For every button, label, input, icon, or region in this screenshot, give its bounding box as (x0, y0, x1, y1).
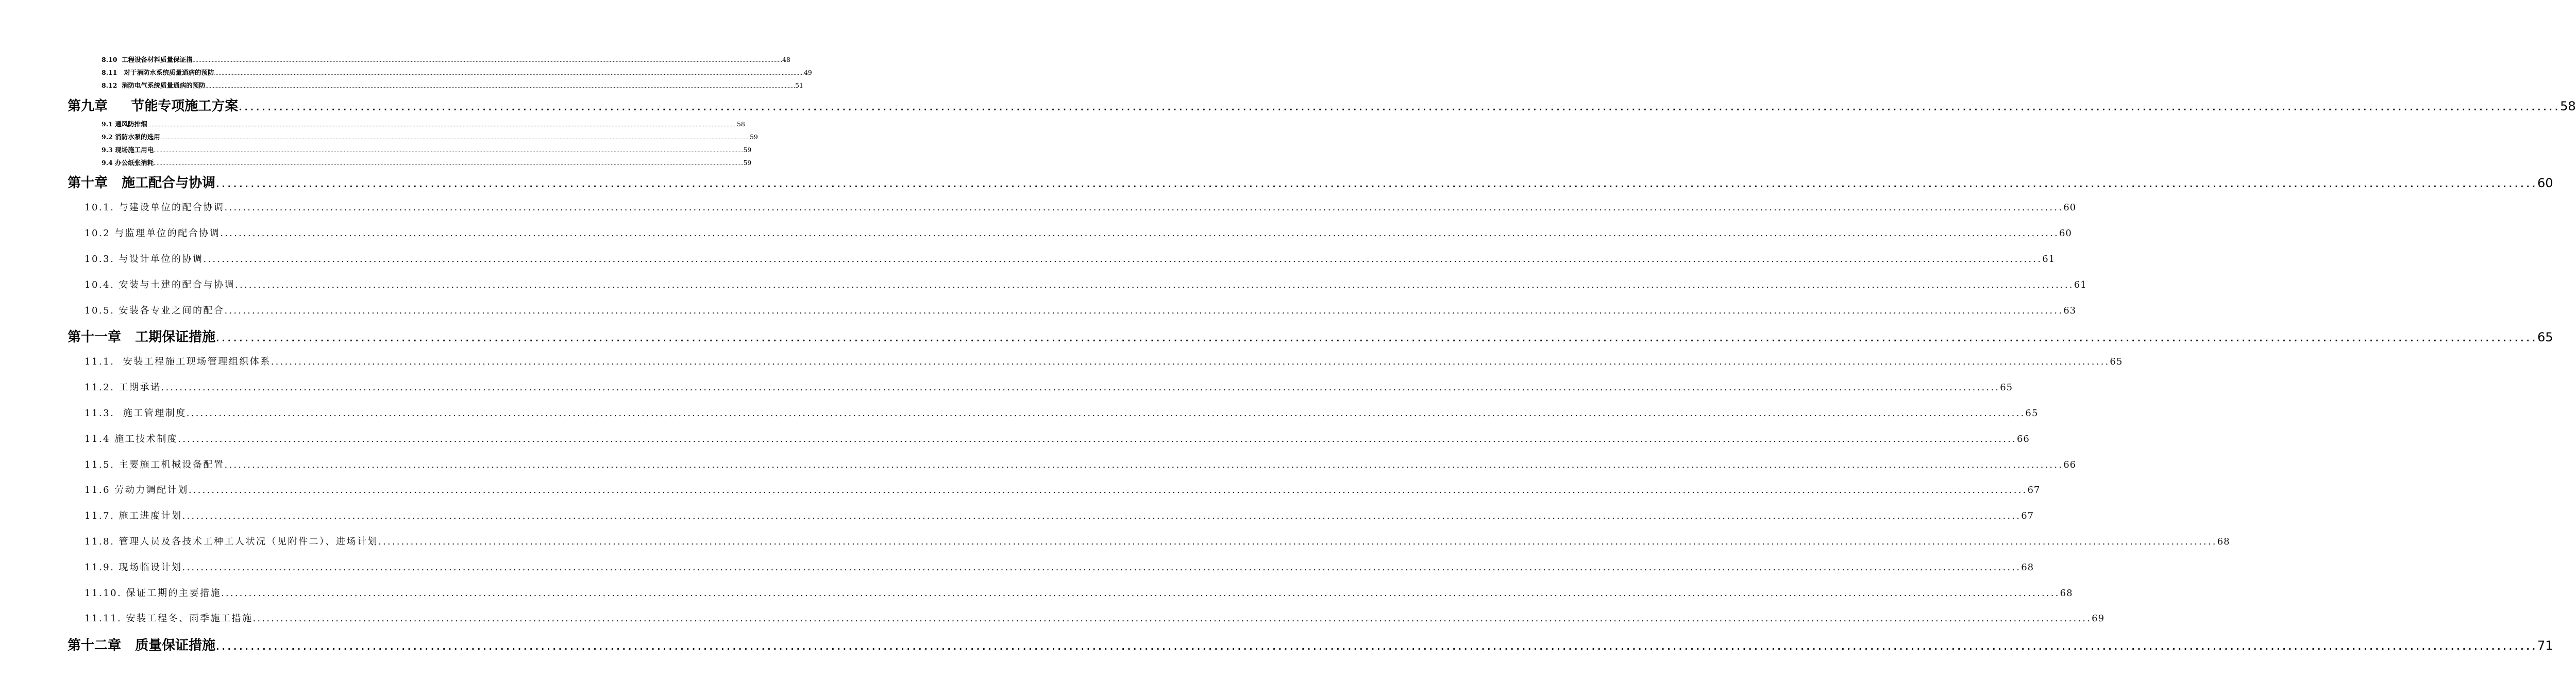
toc-entry-9-2 (102, 132, 758, 142)
toc-entry-label: 10.2 与监理单位的配合协调 (85, 228, 221, 239)
toc-entry-11-2 (85, 380, 2013, 395)
toc-entry-label: 9.3 现场施工用电 (102, 146, 154, 154)
toc-entry-page: 48 (782, 56, 790, 63)
toc-chapter-label: 第十一章 工期保证措施 (68, 329, 216, 345)
toc-entry-11-11 (85, 611, 2105, 626)
toc-entry-label: 9.4 办公纸张消耗 (102, 159, 154, 167)
toc-entry-label: 10.1. 与建设单位的配合协调 (85, 202, 225, 213)
dot-leader: ................................................................................................................................................................................................................................................................................................................................................................................................................ (221, 588, 2060, 599)
toc-entry-8-12 (102, 80, 803, 91)
toc-entry-11-7 (85, 508, 2034, 524)
toc-entry-page: 68 (2217, 536, 2230, 547)
dot-leader: ................................................................................................................................................................................................................................................................................................................................................................................................................ (160, 136, 750, 141)
dot-leader: ................................................................................................................................................................................................................................................................................................................................................................................................................ (203, 254, 2043, 265)
toc-entry-page: 60 (2059, 228, 2072, 239)
toc-entry-page: 66 (2016, 434, 2030, 444)
toc-entry-8-11 (102, 68, 812, 78)
dot-leader: ................................................................................................................................................................................................................................................................................................................................................................................................................ (188, 485, 2028, 496)
dot-leader: ................................................................................................................................................................................................................................................................................................................................................................................................................ (252, 613, 2092, 624)
toc-entry-label: 11.2. 工期承诺 (85, 382, 161, 393)
toc-entry-label: 8.11 对于消防水系统质量通病的预防 (102, 69, 214, 76)
dot-leader: ................................................................................................................................................................................................................................................................................................................................................................................................................ (378, 536, 2217, 547)
toc-entry-page: 68 (2021, 562, 2034, 573)
toc-entry-label: 11.4 施工技术制度 (85, 434, 178, 444)
toc-entry-page: 49 (803, 69, 812, 76)
toc-entry-label: 11.6 劳动力调配计划 (85, 485, 189, 496)
toc-entry-label: 9.1 通风防排烟 (102, 120, 147, 128)
toc-entry-10-5 (85, 303, 2077, 319)
toc-chapter-label: 第十章 施工配合与协调 (68, 175, 216, 191)
toc-entry-page: 65 (2025, 408, 2039, 419)
dot-leader: ................................................................................................................................................................................................................................................................................................................................................................................................................ (215, 329, 2538, 345)
toc-chapter-12 (68, 635, 2553, 655)
toc-entry-page: 67 (2021, 510, 2034, 521)
toc-entry-page: 65 (2110, 356, 2123, 367)
toc-entry-label: 11.10. 保证工期的主要措施 (85, 588, 221, 599)
toc-entry-page: 59 (749, 133, 758, 141)
toc-entry-page: 68 (2060, 588, 2073, 599)
dot-leader: ................................................................................................................................................................................................................................................................................................................................................................................................................ (161, 382, 2000, 393)
dot-leader: ................................................................................................................................................................................................................................................................................................................................................................................................................ (238, 98, 2561, 114)
dot-leader: ................................................................................................................................................................................................................................................................................................................................................................................................................ (178, 434, 2017, 444)
dot-leader: ................................................................................................................................................................................................................................................................................................................................................................................................................ (224, 305, 2064, 316)
toc-chapter-label: 第十二章 质量保证措施 (68, 638, 216, 653)
toc-entry-label: 11.3. 施工管理制度 (85, 408, 187, 419)
toc-entry-11-1 (85, 354, 2123, 370)
toc-entry-label: 8.10 工程设备材料质量保证措 (102, 56, 193, 63)
toc-entry-label: 10.4. 安装与土建的配合与协调 (85, 279, 235, 290)
dot-leader: ................................................................................................................................................................................................................................................................................................................................................................................................................ (182, 510, 2022, 521)
dot-leader: ................................................................................................................................................................................................................................................................................................................................................................................................................ (205, 84, 795, 89)
toc-entry-label: 11.11. 安装工程冬、雨季施工措施 (85, 613, 253, 624)
dot-leader: ................................................................................................................................................................................................................................................................................................................................................................................................................ (224, 459, 2064, 470)
toc-entry-10-1 (85, 200, 2077, 216)
toc-chapter-11 (68, 326, 2553, 347)
dot-leader: ................................................................................................................................................................................................................................................................................................................................................................................................................ (214, 71, 804, 76)
toc-entry-page: 65 (2000, 382, 2013, 393)
dot-leader: ................................................................................................................................................................................................................................................................................................................................................................................................................ (271, 356, 2110, 367)
toc-entry-10-4 (85, 277, 2087, 293)
toc-entry-page: 67 (2027, 485, 2041, 496)
toc-chapter-page: 65 (2537, 330, 2553, 344)
toc-entry-label: 11.9. 现场临设计划 (85, 562, 182, 573)
toc-entry-label: 9.2 消防水泵的选用 (102, 133, 160, 141)
toc-entry-page: 59 (743, 146, 752, 154)
dot-leader: ................................................................................................................................................................................................................................................................................................................................................................................................................ (192, 58, 782, 63)
dot-leader: ................................................................................................................................................................................................................................................................................................................................................................................................................ (182, 562, 2022, 573)
dot-leader: ................................................................................................................................................................................................................................................................................................................................................................................................................ (220, 228, 2059, 239)
toc-entry-page: 51 (795, 81, 803, 89)
toc-entry-page: 61 (2074, 279, 2087, 290)
toc-entry-9-3 (102, 145, 752, 155)
toc-chapter-page: 71 (2537, 638, 2553, 653)
toc-entry-9-4 (102, 158, 752, 168)
dot-leader: ................................................................................................................................................................................................................................................................................................................................................................................................................ (215, 638, 2538, 653)
toc-entry-page: 59 (743, 159, 752, 167)
dot-leader: ................................................................................................................................................................................................................................................................................................................................................................................................................ (186, 408, 2026, 419)
dot-leader: ................................................................................................................................................................................................................................................................................................................................................................................................................ (224, 202, 2064, 213)
dot-leader: ................................................................................................................................................................................................................................................................................................................................................................................................................ (215, 175, 2538, 191)
toc-entry-label: 11.5. 主要施工机械设备配置 (85, 459, 225, 470)
toc-entry-9-1 (102, 119, 745, 129)
toc-entry-label: 11.1. 安装工程施工现场管理组织体系 (85, 356, 271, 367)
toc-entry-11-6 (85, 483, 2041, 498)
toc-entry-11-9 (85, 560, 2034, 575)
toc-chapter-page: 58 (2560, 99, 2576, 113)
toc-entry-label: 11.7. 施工进度计划 (85, 510, 182, 521)
toc-entry-page: 63 (2063, 305, 2077, 316)
toc-entry-page: 58 (736, 120, 745, 128)
toc-entry-11-4 (85, 432, 2030, 447)
toc-entry-10-2 (85, 226, 2072, 241)
toc-entry-8-10 (102, 55, 790, 65)
toc-chapter-10 (68, 172, 2553, 193)
dot-leader: ................................................................................................................................................................................................................................................................................................................................................................................................................ (154, 148, 744, 154)
dot-leader: ................................................................................................................................................................................................................................................................................................................................................................................................................ (154, 161, 744, 167)
toc-entry-label: 10.5. 安装各专业之间的配合 (85, 305, 225, 316)
toc-chapter-label: 第九章 节能专项施工方案 (68, 98, 239, 114)
toc-entry-label: 8.12 消防电气系统质量通病的预防 (102, 81, 206, 89)
toc-entry-11-3 (85, 406, 2039, 421)
toc-entry-11-10 (85, 586, 2073, 601)
toc-entry-page: 69 (2092, 613, 2105, 624)
dot-leader: ................................................................................................................................................................................................................................................................................................................................................................................................................ (147, 123, 737, 128)
toc-entry-10-3 (85, 252, 2056, 267)
toc-chapter-9 (68, 95, 2576, 116)
toc-entry-11-8 (85, 534, 2230, 550)
toc-entry-11-5 (85, 457, 2077, 473)
toc-entry-page: 66 (2063, 459, 2077, 470)
dot-leader: ................................................................................................................................................................................................................................................................................................................................................................................................................ (235, 279, 2074, 290)
toc-entry-page: 61 (2042, 254, 2056, 265)
toc-chapter-page: 60 (2537, 176, 2553, 190)
toc-entry-label: 10.3. 与设计单位的协调 (85, 254, 204, 265)
toc-entry-page: 60 (2063, 202, 2077, 213)
toc-entry-label: 11.8. 管理人员及各技术工种工人状况（见附件二）、进场计划 (85, 536, 379, 547)
